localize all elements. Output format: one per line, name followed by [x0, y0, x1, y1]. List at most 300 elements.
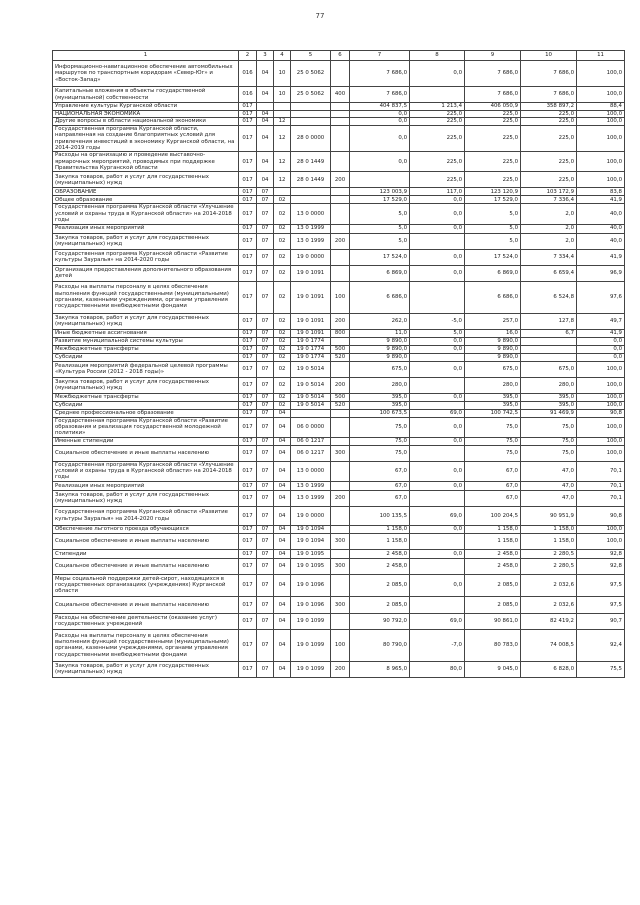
- value-percent: 100,0: [577, 417, 625, 437]
- value-percent: 49,7: [577, 313, 625, 329]
- row-name: Социальное обеспечение и иные выплаты населению: [53, 445, 239, 461]
- row-name: Среднее профессиональное образование: [53, 409, 239, 417]
- code-section: 07: [257, 353, 274, 361]
- code-adm: 017: [239, 525, 257, 533]
- code-subsection: [274, 111, 291, 118]
- value-change: 0,0: [410, 481, 465, 490]
- value-percent: 92,8: [577, 558, 625, 574]
- row-name: ОБРАЗОВАНИЕ: [53, 188, 239, 196]
- value-change: 0,0: [410, 549, 465, 558]
- table-row: [53, 613, 625, 629]
- code-target: 25 0 5062: [291, 61, 331, 87]
- value-revised: 257,0: [465, 313, 521, 329]
- value-plan: 123 003,9: [350, 188, 410, 196]
- value-actual: 2 032,6: [521, 596, 577, 613]
- code-adm: 017: [239, 196, 257, 204]
- value-change: 0,0: [410, 265, 465, 281]
- value-actual: 6 659,4: [521, 265, 577, 281]
- value-percent: 0,0: [577, 353, 625, 361]
- code-section: 07: [257, 281, 274, 313]
- value-change: 5,0: [410, 329, 465, 337]
- page-number: 77: [315, 12, 325, 20]
- code-adm: 017: [239, 409, 257, 417]
- table-row: [53, 329, 625, 337]
- value-revised: 2 458,0: [465, 549, 521, 558]
- row-name: Реализация иных мероприятий: [53, 481, 239, 490]
- value-actual: 75,0: [521, 437, 577, 445]
- code-target: 13 0 1999: [291, 233, 331, 249]
- row-name: Реализация мероприятий федеральной целевой программы «Культура России (2012 - 2018 годы)»: [53, 361, 239, 377]
- value-change: [410, 596, 465, 613]
- code-type: [331, 152, 350, 172]
- value-revised: 5,0: [465, 204, 521, 224]
- code-target: [291, 196, 331, 204]
- value-revised: 1 158,0: [465, 525, 521, 533]
- value-actual: 7 686,0: [521, 61, 577, 87]
- code-adm: 016: [239, 61, 257, 87]
- column-number: 11: [577, 51, 625, 61]
- value-change: [410, 533, 465, 549]
- value-percent: 92,4: [577, 629, 625, 661]
- table-row: [53, 224, 625, 233]
- row-name: Социальное обеспечение и иные выплаты населению: [53, 533, 239, 549]
- value-change: 0,0: [410, 437, 465, 445]
- code-section: 07: [257, 533, 274, 549]
- row-name: Закупка товаров, работ и услуг для государственных (муниципальных) нужд: [53, 661, 239, 677]
- value-plan: 395,0: [350, 401, 410, 409]
- value-actual: 395,0: [521, 401, 577, 409]
- value-percent: 40,0: [577, 233, 625, 249]
- code-section: 07: [257, 629, 274, 661]
- value-revised: 9 045,0: [465, 661, 521, 677]
- value-percent: 100,0: [577, 152, 625, 172]
- code-section: 07: [257, 265, 274, 281]
- value-change: 69,0: [410, 409, 465, 417]
- value-change: 225,0: [410, 172, 465, 188]
- code-type: [331, 461, 350, 481]
- value-plan: 9 890,0: [350, 353, 410, 361]
- code-adm: 017: [239, 233, 257, 249]
- value-revised: 67,0: [465, 481, 521, 490]
- code-target: [291, 111, 331, 118]
- table-row: [53, 337, 625, 345]
- value-revised: 395,0: [465, 401, 521, 409]
- row-name: Субсидии: [53, 401, 239, 409]
- table-row: [53, 558, 625, 574]
- value-plan: 2 085,0: [350, 574, 410, 596]
- table-row: [53, 574, 625, 596]
- value-actual: 75,0: [521, 445, 577, 461]
- table-row: [53, 265, 625, 281]
- value-change: 69,0: [410, 506, 465, 525]
- code-type: 200: [331, 377, 350, 393]
- value-revised: 9 890,0: [465, 337, 521, 345]
- code-subsection: 04: [274, 558, 291, 574]
- row-name: Капитальные вложения в объекты государственной (муниципальной) собственности: [53, 87, 239, 103]
- value-plan: 90 792,0: [350, 613, 410, 629]
- value-actual: 6 524,8: [521, 281, 577, 313]
- row-name: Расходы на организацию и проведение выставочно-ярмарочных мероприятий, проводимых при поддержке Правительства Курганской области: [53, 152, 239, 172]
- value-actual: 6 828,0: [521, 661, 577, 677]
- code-section: 07: [257, 204, 274, 224]
- value-actual: 7 686,0: [521, 87, 577, 103]
- code-target: 19 0 5014: [291, 393, 331, 401]
- row-name: Обеспечение льготного проезда обучающихся: [53, 525, 239, 533]
- code-type: [331, 111, 350, 118]
- value-change: [410, 377, 465, 393]
- value-plan: 7 686,0: [350, 87, 410, 103]
- row-name: Закупка товаров, работ и услуг для государственных (муниципальных) нужд: [53, 313, 239, 329]
- table-row: [53, 533, 625, 549]
- row-name: Закупка товаров, работ и услуг для государственных (муниципальных) нужд: [53, 490, 239, 506]
- value-revised: 67,0: [465, 461, 521, 481]
- code-section: 04: [257, 118, 274, 125]
- code-adm: 017: [239, 506, 257, 525]
- row-name: Развитие муниципальной системы культуры: [53, 337, 239, 345]
- value-plan: 9 890,0: [350, 337, 410, 345]
- value-plan: 11,0: [350, 329, 410, 337]
- value-percent: 90,8: [577, 409, 625, 417]
- value-revised: 5,0: [465, 233, 521, 249]
- code-adm: 017: [239, 558, 257, 574]
- code-type: 100: [331, 281, 350, 313]
- code-section: 04: [257, 125, 274, 152]
- code-adm: 017: [239, 103, 257, 111]
- code-adm: 017: [239, 204, 257, 224]
- code-type: [331, 525, 350, 533]
- value-plan: 8 965,0: [350, 661, 410, 677]
- value-actual: 47,0: [521, 490, 577, 506]
- value-plan: 395,0: [350, 393, 410, 401]
- code-type: 520: [331, 401, 350, 409]
- code-subsection: 10: [274, 87, 291, 103]
- code-subsection: 12: [274, 125, 291, 152]
- value-percent: 100,0: [577, 401, 625, 409]
- code-type: [331, 249, 350, 265]
- code-section: 04: [257, 152, 274, 172]
- code-section: 07: [257, 337, 274, 345]
- code-type: [331, 61, 350, 87]
- table-row: [53, 481, 625, 490]
- code-subsection: [274, 188, 291, 196]
- value-change: 0,0: [410, 224, 465, 233]
- value-percent: 41,9: [577, 249, 625, 265]
- code-adm: 017: [239, 629, 257, 661]
- code-target: 19 0 1774: [291, 353, 331, 361]
- code-adm: 017: [239, 533, 257, 549]
- column-number: 6: [331, 51, 350, 61]
- code-section: 07: [257, 461, 274, 481]
- row-name: Другие вопросы в области национальной экономики: [53, 118, 239, 125]
- value-percent: 100,0: [577, 533, 625, 549]
- code-target: 06 0 1217: [291, 437, 331, 445]
- code-target: 28 0 0000: [291, 125, 331, 152]
- value-revised: 2 085,0: [465, 596, 521, 613]
- value-revised: 406 050,9: [465, 103, 521, 111]
- value-revised: 6 686,0: [465, 281, 521, 313]
- value-percent: 100,0: [577, 172, 625, 188]
- row-name: Закупка товаров, работ и услуг для государственных (муниципальных) нужд: [53, 172, 239, 188]
- code-section: 07: [257, 188, 274, 196]
- value-plan: 75,0: [350, 445, 410, 461]
- table-row: [53, 596, 625, 613]
- code-section: 04: [257, 172, 274, 188]
- value-change: 0,0: [410, 361, 465, 377]
- code-target: 19 0 1094: [291, 525, 331, 533]
- table-row: [53, 417, 625, 437]
- value-change: 0,0: [410, 417, 465, 437]
- code-subsection: [274, 103, 291, 111]
- code-target: 19 0 5014: [291, 377, 331, 393]
- code-adm: 017: [239, 172, 257, 188]
- value-revised: 75,0: [465, 437, 521, 445]
- code-section: 07: [257, 481, 274, 490]
- code-target: [291, 103, 331, 111]
- value-change: [410, 490, 465, 506]
- code-adm: 017: [239, 393, 257, 401]
- code-subsection: 04: [274, 437, 291, 445]
- value-actual: 47,0: [521, 481, 577, 490]
- code-adm: 017: [239, 345, 257, 353]
- code-adm: 017: [239, 661, 257, 677]
- code-section: 07: [257, 401, 274, 409]
- value-change: 0,0: [410, 461, 465, 481]
- code-subsection: 04: [274, 481, 291, 490]
- value-percent: 90,7: [577, 613, 625, 629]
- value-revised: 67,0: [465, 490, 521, 506]
- table-row: [53, 506, 625, 525]
- value-percent: 90,8: [577, 506, 625, 525]
- budget-sheet: [52, 50, 624, 678]
- value-plan: 67,0: [350, 490, 410, 506]
- code-subsection: 02: [274, 361, 291, 377]
- code-section: 07: [257, 361, 274, 377]
- code-target: 19 0 1094: [291, 533, 331, 549]
- value-plan: 75,0: [350, 417, 410, 437]
- code-subsection: 12: [274, 118, 291, 125]
- row-name: Государственная программа Курганской области «Развитие образования и реализация государственной молодежной политики»: [53, 417, 239, 437]
- column-number: 7: [350, 51, 410, 61]
- value-percent: 97,5: [577, 574, 625, 596]
- value-revised: 100 742,5: [465, 409, 521, 417]
- code-section: 07: [257, 437, 274, 445]
- row-name: Расходы на выплаты персоналу в целях обеспечения выполнения функций государственными (муниципальными) органами, казенными учреждениями, органами управления государственными внебюджетными фондами: [53, 281, 239, 313]
- table-row: [53, 393, 625, 401]
- value-percent: 70,1: [577, 461, 625, 481]
- code-type: [331, 417, 350, 437]
- table-row: [53, 233, 625, 249]
- code-subsection: 04: [274, 409, 291, 417]
- code-adm: 017: [239, 613, 257, 629]
- value-actual: 47,0: [521, 461, 577, 481]
- code-adm: 017: [239, 265, 257, 281]
- table-row: [53, 361, 625, 377]
- code-adm: 017: [239, 118, 257, 125]
- value-actual: 2 032,6: [521, 574, 577, 596]
- value-plan: 280,0: [350, 377, 410, 393]
- value-change: 225,0: [410, 111, 465, 118]
- value-revised: 75,0: [465, 445, 521, 461]
- code-target: 19 0 1095: [291, 549, 331, 558]
- code-section: 07: [257, 525, 274, 533]
- code-type: [331, 125, 350, 152]
- value-percent: 70,1: [577, 490, 625, 506]
- code-target: 19 0 5014: [291, 361, 331, 377]
- code-subsection: 02: [274, 401, 291, 409]
- value-revised: 225,0: [465, 125, 521, 152]
- value-actual: 225,0: [521, 152, 577, 172]
- table-row: [53, 629, 625, 661]
- value-percent: 100,0: [577, 445, 625, 461]
- table-row: [53, 437, 625, 445]
- code-type: [331, 224, 350, 233]
- code-subsection: 02: [274, 265, 291, 281]
- value-percent: 100,0: [577, 437, 625, 445]
- value-change: 1 213,4: [410, 103, 465, 111]
- value-change: [410, 558, 465, 574]
- table-row: [53, 118, 625, 125]
- row-name: Закупка товаров, работ и услуг для государственных (муниципальных) нужд: [53, 233, 239, 249]
- code-subsection: 02: [274, 353, 291, 361]
- code-target: 19 0 1099: [291, 613, 331, 629]
- code-adm: 017: [239, 188, 257, 196]
- code-type: 200: [331, 661, 350, 677]
- code-type: [331, 506, 350, 525]
- table-row: [53, 196, 625, 204]
- code-target: [291, 118, 331, 125]
- code-section: 07: [257, 393, 274, 401]
- value-plan: 6 869,0: [350, 265, 410, 281]
- code-section: 04: [257, 111, 274, 118]
- value-actual: 225,0: [521, 172, 577, 188]
- code-section: 07: [257, 313, 274, 329]
- code-section: 07: [257, 224, 274, 233]
- code-adm: 017: [239, 377, 257, 393]
- code-adm: 017: [239, 401, 257, 409]
- value-plan: 7 686,0: [350, 61, 410, 87]
- value-percent: 100,0: [577, 61, 625, 87]
- code-adm: 017: [239, 574, 257, 596]
- code-section: 07: [257, 490, 274, 506]
- value-percent: 0,0: [577, 337, 625, 345]
- value-change: [410, 401, 465, 409]
- value-revised: 225,0: [465, 111, 521, 118]
- code-adm: 017: [239, 111, 257, 118]
- value-change: 0,0: [410, 204, 465, 224]
- value-change: 225,0: [410, 152, 465, 172]
- row-name: Государственная программа Курганской области, направленная на создание благоприятных условий для привлечения инвестиций в экономику Курганской области, на 2014-2019 годы: [53, 125, 239, 152]
- value-percent: 88,4: [577, 103, 625, 111]
- code-type: [331, 337, 350, 345]
- row-name: Стипендии: [53, 549, 239, 558]
- value-percent: 97,5: [577, 596, 625, 613]
- row-name: Расходы на обеспечение деятельности (оказание услуг) государственных учреждений: [53, 613, 239, 629]
- code-section: 07: [257, 506, 274, 525]
- table-row: [53, 345, 625, 353]
- code-section: 07: [257, 445, 274, 461]
- value-plan: 1 158,0: [350, 533, 410, 549]
- value-actual: 7 336,4: [521, 196, 577, 204]
- code-adm: 017: [239, 361, 257, 377]
- code-type: [331, 409, 350, 417]
- code-target: 13 0 1999: [291, 481, 331, 490]
- value-plan: 2 458,0: [350, 549, 410, 558]
- value-actual: 280,0: [521, 377, 577, 393]
- row-name: Социальное обеспечение и иные выплаты населению: [53, 558, 239, 574]
- code-section: 07: [257, 558, 274, 574]
- value-change: -7,0: [410, 629, 465, 661]
- code-adm: 017: [239, 329, 257, 337]
- code-subsection: 02: [274, 249, 291, 265]
- table-row: [53, 249, 625, 265]
- code-section: 07: [257, 196, 274, 204]
- code-subsection: 04: [274, 445, 291, 461]
- code-target: 19 0 1095: [291, 558, 331, 574]
- value-actual: [521, 337, 577, 345]
- code-section: 07: [257, 574, 274, 596]
- code-type: 300: [331, 445, 350, 461]
- value-change: 117,0: [410, 188, 465, 196]
- code-section: [257, 103, 274, 111]
- code-subsection: 02: [274, 377, 291, 393]
- table-body: [53, 51, 625, 678]
- code-subsection: 12: [274, 172, 291, 188]
- code-section: 04: [257, 61, 274, 87]
- value-percent: 0,0: [577, 345, 625, 353]
- value-revised: 225,0: [465, 118, 521, 125]
- code-target: [291, 409, 331, 417]
- code-type: 500: [331, 345, 350, 353]
- value-revised: 9 890,0: [465, 353, 521, 361]
- table-row: [53, 152, 625, 172]
- code-type: [331, 118, 350, 125]
- code-subsection: 04: [274, 490, 291, 506]
- code-type: 300: [331, 558, 350, 574]
- value-change: 0,0: [410, 337, 465, 345]
- code-type: [331, 481, 350, 490]
- code-subsection: 04: [274, 417, 291, 437]
- row-name: Социальное обеспечение и иные выплаты населению: [53, 596, 239, 613]
- value-percent: 100,0: [577, 125, 625, 152]
- code-section: 07: [257, 613, 274, 629]
- value-plan: 67,0: [350, 461, 410, 481]
- code-adm: 017: [239, 417, 257, 437]
- column-number: 9: [465, 51, 521, 61]
- code-adm: 017: [239, 353, 257, 361]
- code-type: [331, 549, 350, 558]
- value-percent: 100,0: [577, 361, 625, 377]
- code-target: 28 0 1449: [291, 152, 331, 172]
- code-target: 19 0 1774: [291, 337, 331, 345]
- value-percent: 70,1: [577, 481, 625, 490]
- value-revised: 80 783,0: [465, 629, 521, 661]
- value-revised: 16,0: [465, 329, 521, 337]
- code-type: 200: [331, 233, 350, 249]
- value-change: 69,0: [410, 613, 465, 629]
- column-number: 5: [291, 51, 331, 61]
- code-subsection: 02: [274, 281, 291, 313]
- value-revised: 9 890,0: [465, 345, 521, 353]
- table-row: [53, 525, 625, 533]
- value-actual: 225,0: [521, 125, 577, 152]
- code-adm: 017: [239, 549, 257, 558]
- code-type: 500: [331, 393, 350, 401]
- code-section: 07: [257, 233, 274, 249]
- table-row: [53, 125, 625, 152]
- row-name: Государственная программа Курганской области «Улучшение условий и охраны труда в Курганской области» на 2014-2018 годы: [53, 461, 239, 481]
- table-row: [53, 281, 625, 313]
- value-plan: [350, 172, 410, 188]
